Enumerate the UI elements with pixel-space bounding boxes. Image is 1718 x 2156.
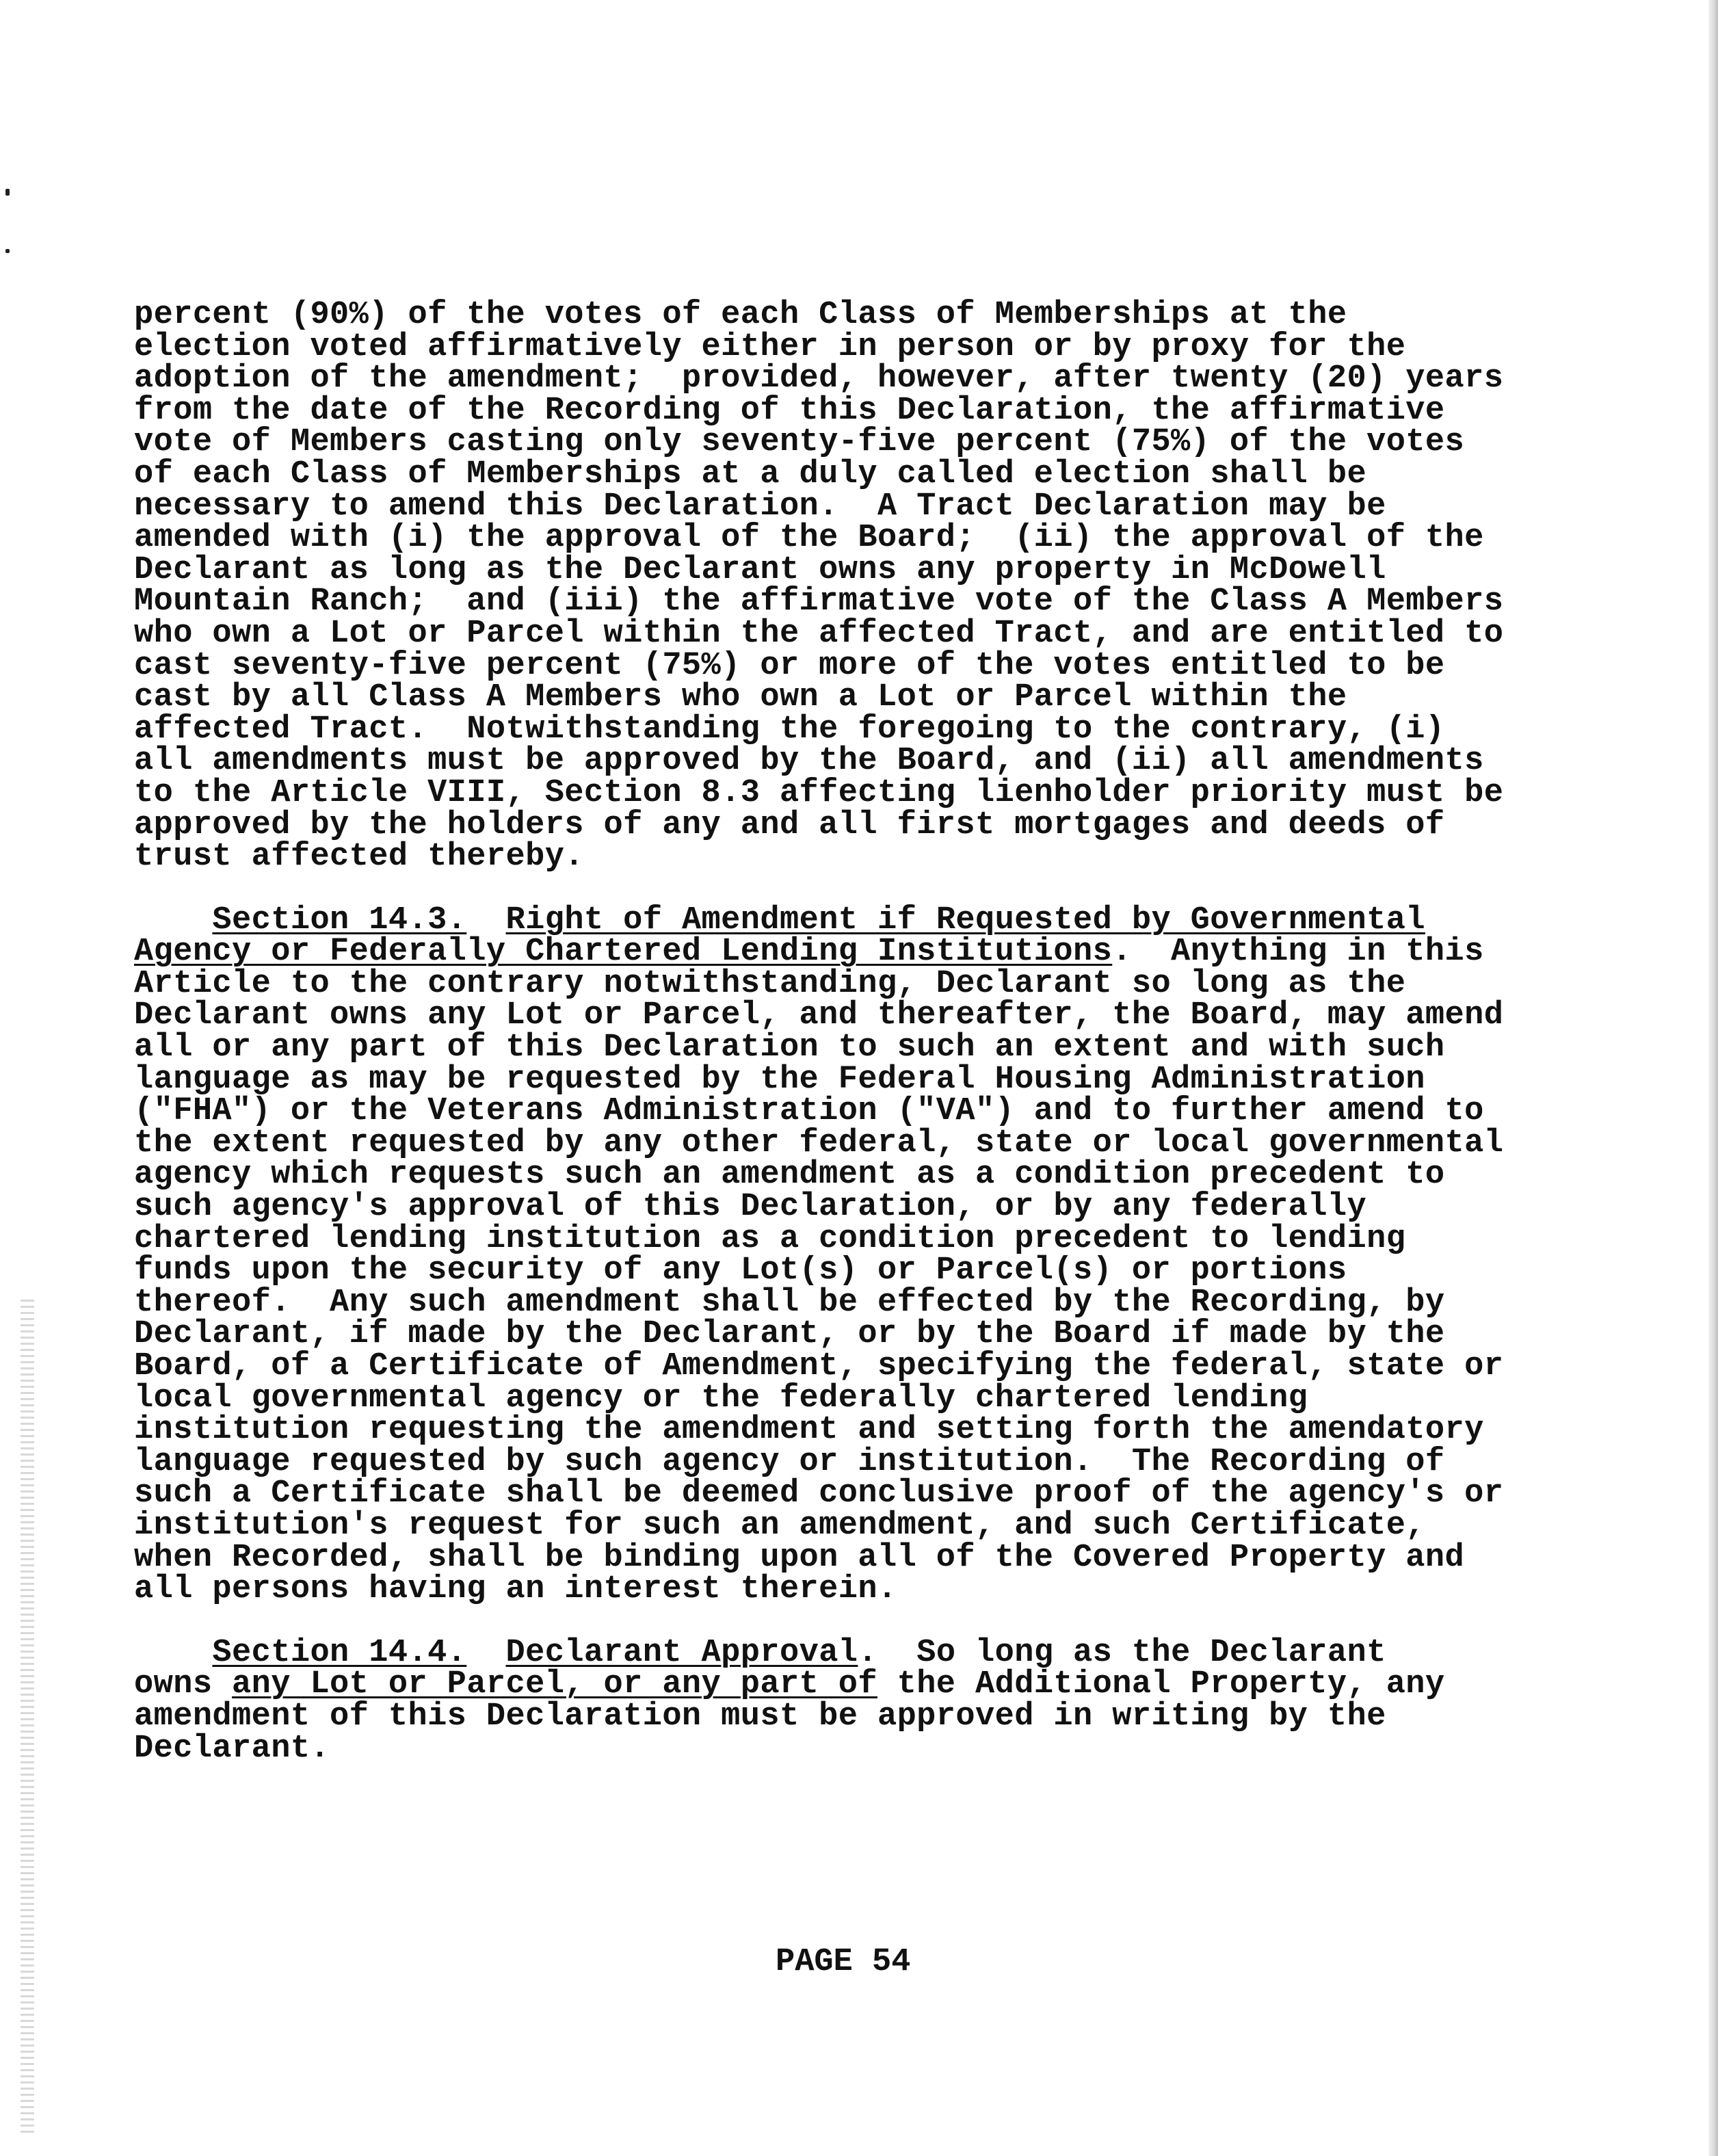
text-line: such a Certificate shall be deemed conclusive proof of the agency's or xyxy=(134,1475,1504,1512)
text-line: amended with (i) the approval of the Board; (ii) the approval of the xyxy=(134,520,1484,557)
text-line: amendment of this Declaration must be approved in writing by the xyxy=(134,1698,1386,1735)
text-line: funds upon the security of any Lot(s) or Parcel(s) or portions xyxy=(134,1252,1347,1289)
section-heading-line xyxy=(134,902,1543,938)
text-line: from the date of the Recording of this Declaration, the affirmative xyxy=(134,392,1445,429)
text-line: ("FHA") or the Veterans Administration ("VA") and to further amend to xyxy=(134,1093,1484,1130)
paragraph-gap xyxy=(134,873,1543,905)
text-line: of each Class of Memberships at a duly called election shall be xyxy=(134,456,1367,492)
section-number: Section 14.4. xyxy=(212,1634,467,1671)
section-heading-line xyxy=(134,936,1543,969)
text-run: the Additional Property, any xyxy=(877,1666,1445,1703)
text-line: when Recorded, shall be binding upon all of the Covered Property and xyxy=(134,1539,1465,1576)
text-line: institution requesting the amendment and setting forth the amendatory xyxy=(134,1412,1484,1449)
text-run: . Anything in this xyxy=(1112,934,1484,971)
text-line: Declarant, if made by the Declarant, or by the Board if made by the xyxy=(134,1316,1445,1353)
text-line: chartered lending institution as a condition precedent to lending xyxy=(134,1220,1406,1257)
section-14-3 xyxy=(134,902,1543,1608)
text-line: who own a Lot or Parcel within the affected Tract, and are entitled to xyxy=(134,615,1504,652)
underlined-text: any Lot or Parcel, or any part of xyxy=(232,1666,877,1703)
text-line: vote of Members casting only seventy-five percent (75%) of the votes xyxy=(134,424,1465,461)
text-line: all amendments must be approved by the Board, and (ii) all amendments xyxy=(134,743,1484,780)
text-line: Declarant. xyxy=(134,1730,330,1767)
text-line: adoption of the amendment; provided, however, after twenty (20) years xyxy=(134,360,1504,397)
document-body xyxy=(134,297,1543,1767)
text-line: Declarant owns any Lot or Parcel, and thereafter, the Board, may amend xyxy=(134,997,1504,1034)
text-line: necessary to amend this Declaration. A Tract Declaration may be xyxy=(134,488,1386,525)
text-line: thereof. Any such amendment shall be effected by the Recording, by xyxy=(134,1284,1445,1321)
text-line: percent (90%) of the votes of each Class of Memberships at the xyxy=(134,297,1347,333)
section-14-4 xyxy=(134,1634,1543,1767)
scan-speck xyxy=(5,249,10,253)
text-line: language requested by such agency or institution. The Recording of xyxy=(134,1443,1445,1480)
text-run: . So long as the Declarant xyxy=(858,1634,1386,1671)
text-line: cast seventy-five percent (75%) or more of the votes entitled to be xyxy=(134,647,1445,684)
section-heading-line xyxy=(134,1634,1543,1671)
section-title: Declarant Approval xyxy=(505,1634,858,1671)
text-line: all persons having an interest therein. xyxy=(134,1571,897,1608)
section-number: Section 14.3. xyxy=(212,902,467,938)
text-line: all or any part of this Declaration to such an extent and with such xyxy=(134,1029,1445,1066)
text-line: cast by all Class A Members who own a Lot or Parcel within the xyxy=(134,679,1347,716)
text-line: election voted affirmatively either in person or by proxy for the xyxy=(134,328,1406,365)
paragraph-continuation xyxy=(134,297,1543,876)
scan-binding-marks xyxy=(21,1300,34,2134)
text-line: such agency's approval of this Declaration, or by any federally xyxy=(134,1189,1367,1226)
text-line xyxy=(134,1666,1543,1703)
text-line: affected Tract. Notwithstanding the foregoing to the contrary, (i) xyxy=(134,711,1445,748)
text-line: Mountain Ranch; and (iii) the affirmative vote of the Class A Members xyxy=(134,583,1504,620)
text-line: institution's request for such an amendment, and such Certificate, xyxy=(134,1507,1425,1544)
text-line: local governmental agency or the federally chartered lending xyxy=(134,1380,1308,1417)
text-line: agency which requests such an amendment as a condition precedent to xyxy=(134,1157,1445,1194)
text-line: language as may be requested by the Federal Housing Administration xyxy=(134,1061,1425,1098)
section-title: Right of Amendment if Requested by Governmental xyxy=(505,902,1425,938)
text-line: trust affected thereby. xyxy=(134,839,584,876)
text-line: Board, of a Certificate of Amendment, specifying the federal, state or xyxy=(134,1348,1504,1384)
text-run: owns xyxy=(134,1666,233,1703)
text-line: Article to the contrary notwithstanding, Declarant so long as the xyxy=(134,965,1406,1002)
scan-edge-shadow xyxy=(1708,0,1718,2156)
text-line: the extent requested by any other federal, state or local governmental xyxy=(134,1125,1504,1161)
paragraph-gap xyxy=(134,1606,1543,1638)
section-title: Agency or Federally Chartered Lending Institutions xyxy=(134,934,1113,971)
scan-speck xyxy=(5,189,10,196)
text-line: Declarant as long as the Declarant owns any property in McDowell xyxy=(134,551,1386,588)
text-line: to the Article VIII, Section 8.3 affecting lienholder priority must be xyxy=(134,774,1504,811)
page-number: PAGE 54 xyxy=(776,1944,911,1980)
text-line: approved by the holders of any and all first mortgages and deeds of xyxy=(134,806,1445,843)
